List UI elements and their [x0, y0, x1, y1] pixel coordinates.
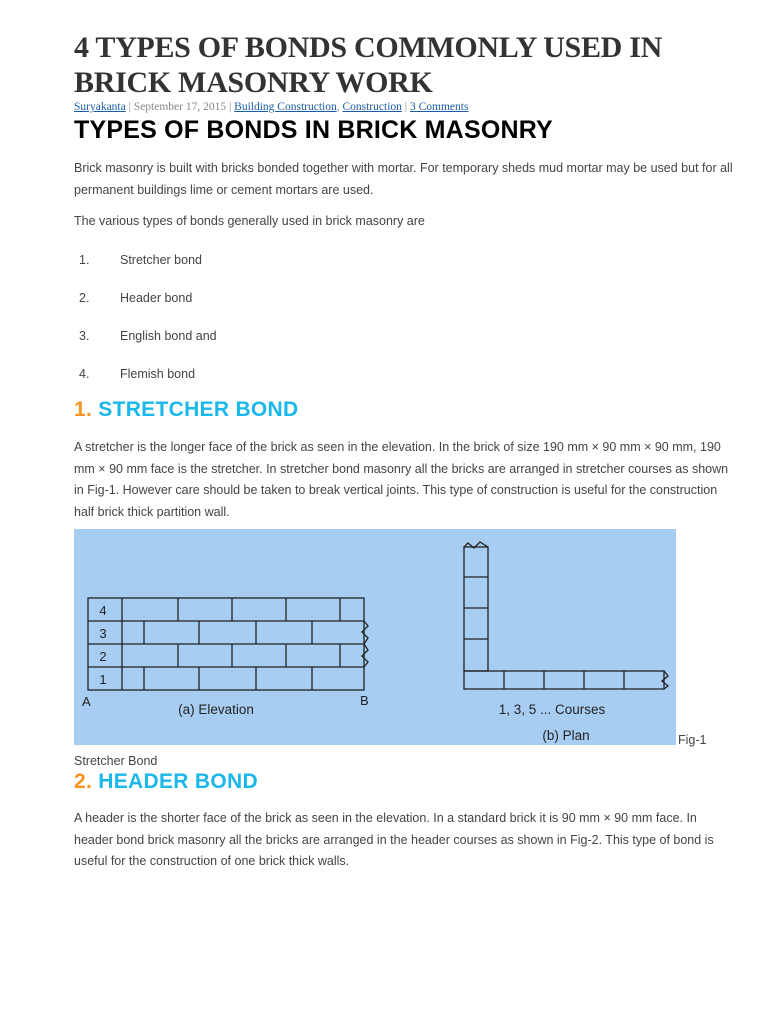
header-bond-paragraph: A header is the shorter face of the brick as seen in the elevation. In a standard brick it is 90 mm × 90 mm face. In header bond brick masonry all the bricks are arranged in the header courses as shown in Fig-2. This type of bond is useful for the construction of one brick thick walls.	[74, 811, 714, 868]
meta-separator: |	[404, 101, 410, 113]
plan-horizontal-leg	[464, 671, 664, 689]
list-item	[79, 253, 202, 267]
point-b-label: B	[360, 693, 369, 708]
list-item	[79, 329, 217, 343]
author-link[interactable]: Suryakanta	[74, 101, 126, 113]
list-item-number: 2.	[79, 291, 90, 305]
figure-caption-number: Fig-1	[678, 733, 707, 747]
header-bond-heading	[74, 770, 258, 794]
heading-number: 2.	[74, 770, 93, 793]
plan-vertical-leg	[464, 547, 488, 671]
figure-drawing	[74, 529, 676, 745]
courses-label: 1, 3, 5 ... Courses	[498, 702, 606, 717]
course-label: 4	[99, 603, 107, 618]
article-meta: Suryakanta | September 17, 2015 | Building Construction, Construction | 3 Comments	[74, 101, 469, 113]
plan-label: (b) Plan	[542, 728, 590, 743]
article-title: 4 TYPES OF BONDS COMMONLY USED IN BRICK MASONRY WORK	[74, 31, 662, 99]
course-label: 2	[99, 649, 107, 664]
point-a-label: A	[82, 694, 91, 709]
intro-paragraph: Brick masonry is built with bricks bonded together with mortar. For temporary sheds mud mortar may be used but for all permanent buildings lime or cement mortars are used.	[74, 161, 733, 197]
list-item-label: Flemish bond	[120, 367, 196, 381]
stretcher-bond-heading	[74, 398, 298, 422]
category-link-construction[interactable]: Construction	[342, 101, 402, 113]
heading-number: 1.	[74, 398, 93, 421]
list-item	[79, 291, 192, 305]
meta-separator: |	[128, 101, 134, 113]
stretcher-bond-paragraph: A stretcher is the longer face of the brick as seen in the elevation. In the brick of size 190 mm × 90 mm × 90 mm, 190 mm × 90 mm face is the stretcher. In stretcher bond masonry all the bricks are arranged in stretcher courses as shown in Fig-1. However care should be taken to break vertical joints. This type of construction is useful for the construction half brick thick partition wall.	[74, 440, 729, 519]
list-intro-paragraph: The various types of bonds generally used in brick masonry are	[74, 214, 425, 228]
meta-separator: |	[228, 101, 235, 113]
section-title: TYPES OF BONDS IN BRICK MASONRY	[74, 116, 553, 144]
list-item-label: English bond and	[120, 329, 217, 343]
heading-text: HEADER BOND	[98, 770, 258, 793]
list-item-label: Header bond	[120, 291, 193, 305]
category-link-building-construction[interactable]: Building Construction	[234, 101, 337, 113]
list-item-number: 3.	[79, 329, 90, 343]
list-item-number: 4.	[79, 367, 90, 381]
figure-caption-title: Stretcher Bond	[74, 754, 158, 768]
course-label: 3	[99, 626, 107, 641]
comments-link[interactable]: 3 Comments	[409, 101, 469, 113]
heading-text: STRETCHER BOND	[98, 398, 299, 421]
stretcher-bond-figure	[74, 529, 676, 745]
list-item-number: 1.	[79, 253, 90, 267]
list-item	[79, 367, 195, 381]
course-label: 1	[99, 672, 107, 687]
elevation-label: (a) Elevation	[178, 702, 254, 717]
post-date: September 17, 2015	[133, 101, 227, 113]
list-item-label: Stretcher bond	[120, 253, 202, 267]
